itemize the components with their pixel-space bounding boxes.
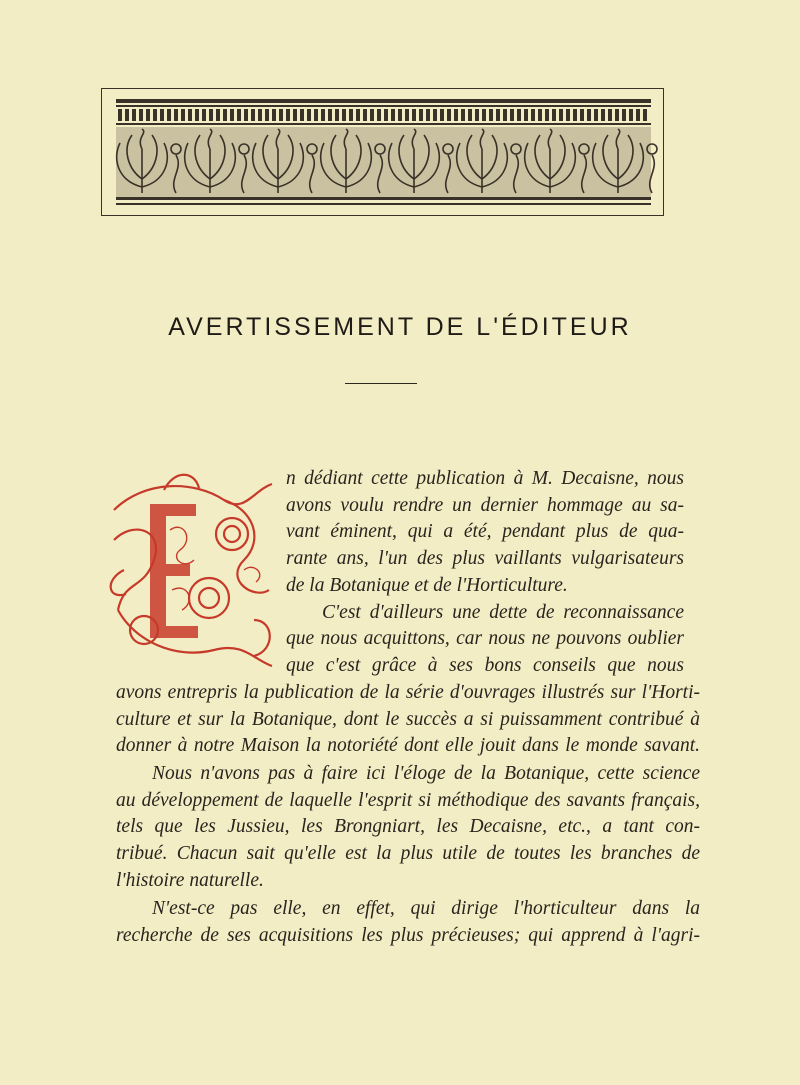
text-line: N'est-ce pas elle, en effet, qui dirige l'horticulteur dans la (152, 898, 700, 919)
text-line: n dédiant cette publication à M. Decaisne, nous (286, 468, 684, 489)
title-divider (345, 383, 417, 384)
text-line: culture et sur la Botanique, dont le succès a si puissamment contribué à (116, 708, 700, 730)
text-line: tels que les Jussieu, les Brongniart, les Decaisne, etc., a tant con- (116, 816, 700, 838)
header-ornament-band (101, 88, 664, 216)
drop-cap (104, 470, 278, 674)
text-line: l'histoire naturelle. (116, 869, 264, 891)
text-line: C'est d'ailleurs une dette de reconnaissance (322, 601, 684, 623)
text-line: recherche de ses acquisitions les plus précieuses; qui apprend à l'agri- (116, 924, 700, 946)
text-line: de la Botanique et de l'Horticulture. (286, 574, 568, 596)
body-paragraph-2 (116, 680, 700, 760)
text-line: que c'est grâce à ses bons conseils que nous (286, 654, 684, 676)
text-line: que nous acquittons, car nous ne pouvons oublier (286, 628, 684, 650)
text-line: tribué. Chacun sait qu'elle est la plus utile de toutes les branches de (116, 843, 700, 865)
page-title: AVERTISSEMENT DE L'ÉDITEUR (168, 313, 632, 341)
lead-paragraph (286, 466, 684, 680)
text-line: Nous n'avons pas à faire ici l'éloge de la Botanique, cette science (152, 763, 700, 784)
floral-ornament-icon (104, 470, 278, 674)
text-line: avons entrepris la publication de la série d'ouvrages illustrés sur l'Horti- (116, 682, 700, 703)
text-line: au développement de laquelle l'esprit si méthodique des savants français, (116, 789, 700, 811)
text-line: avons voulu rendre un dernier hommage au sa- (286, 494, 684, 516)
text-line: rante ans, l'un des plus vaillants vulgarisateurs (286, 548, 684, 570)
text-line: donner à notre Maison la notoriété dont elle jouit dans le monde savant. (116, 735, 700, 757)
body-paragraph-3 (116, 761, 700, 895)
body-paragraph-4 (116, 896, 700, 949)
acanthus-frieze-icon (102, 89, 665, 217)
text-line: vant éminent, qui a été, pendant plus de qua- (286, 521, 684, 543)
